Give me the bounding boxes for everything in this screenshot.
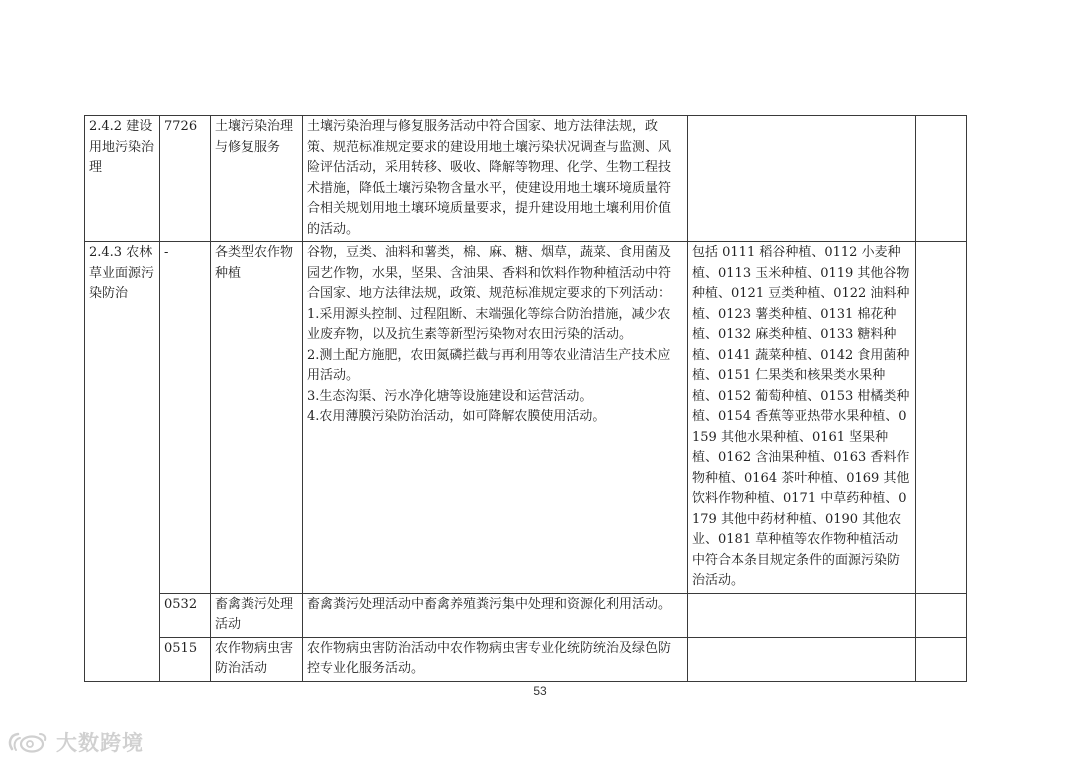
extra-cell bbox=[916, 116, 967, 242]
extra-cell bbox=[916, 242, 967, 594]
watermark bbox=[6, 727, 144, 757]
catalog-table bbox=[84, 115, 967, 682]
name-cell: 农作物病虫害防治活动 bbox=[211, 637, 303, 681]
name-cell: 各类型农作物种植 bbox=[211, 242, 303, 594]
extra-cell bbox=[916, 637, 967, 681]
note-cell bbox=[688, 637, 916, 681]
description-cell: 谷物，豆类、油料和薯类，棉、麻、糖、烟草，蔬菜、食用菌及园艺作物，水果，坚果、含油果、香料和饮料作物种植活动中符合国家、地方法律法规，政策、规范标准规定要求的下列活动： 1.采用源头控制、过程阻断、末端强化等综合防治措施，减少农业废弃物，以及抗生素等新型污染物对农田污染的活动。 2.测土配方施肥，农田氮磷拦截与再利用等农业清洁生产技术应用活动。 3.生态沟渠、污水净化塘等设施建设和运营活动。 4.农用薄膜污染防治活动，如可降解农膜使用活动。 bbox=[303, 242, 688, 594]
page-number: 53 bbox=[533, 684, 547, 698]
description-cell: 土壤污染治理与修复服务活动中符合国家、地方法律法规，政策、规范标准规定要求的建设用地土壤污染状况调查与监测、风险评估活动，采用转移、吸收、降解等物理、化学、生物工程技术措施，降低土壤污染物含量水平，使建设用地土壤环境质量符合相关规划用地土壤环境质量要求，提升建设用地土壤利用价值的活动。 bbox=[303, 116, 688, 242]
table-row bbox=[85, 242, 967, 594]
code-cell: - bbox=[160, 242, 211, 594]
code-cell: 0532 bbox=[160, 593, 211, 637]
note-cell bbox=[688, 593, 916, 637]
description-cell: 农作物病虫害防治活动中农作物病虫害专业化统防统治及绿色防控专业化服务活动。 bbox=[303, 637, 688, 681]
category-cell: 2.4.3 农林草业面源污染防治 bbox=[85, 242, 160, 682]
name-cell: 土壤污染治理与修复服务 bbox=[211, 116, 303, 242]
table-row bbox=[85, 637, 967, 681]
note-cell bbox=[688, 116, 916, 242]
description-cell: 畜禽粪污处理活动中畜禽养殖粪污集中处理和资源化利用活动。 bbox=[303, 593, 688, 637]
weibo-logo-icon bbox=[6, 729, 50, 755]
code-cell: 7726 bbox=[160, 116, 211, 242]
extra-cell bbox=[916, 593, 967, 637]
code-cell: 0515 bbox=[160, 637, 211, 681]
note-cell: 包括 0111 稻谷种植、0112 小麦种植、0113 玉米种植、0119 其他谷物种植、0121 豆类种植、0122 油料种植、0123 薯类种植、0131 棉花种植、0132 麻类种植、0133 糖料种植、0141 蔬菜种植、0142 食用菌种植、0151 仁果类和核果类水果种植、0152 葡萄种植、0153 柑橘类种植、0154 香蕉等亚热带水果种植、0159 其他水果种植、0161 坚果种植、0162 含油果种植、0163 香料作物种植、0164 茶叶种植、0169 其他饮料作物种植、0171 中草药种植、0179 其他中药材种植、0190 其他农业、0181 草种植等农作物种植活动中符合本条目规定条件的面源污染防治活动。 bbox=[688, 242, 916, 594]
watermark-text: 大数跨境 bbox=[56, 731, 144, 755]
category-cell: 2.4.2 建设用地污染治理 bbox=[85, 116, 160, 242]
table-row bbox=[85, 593, 967, 637]
table-row bbox=[85, 116, 967, 242]
name-cell: 畜禽粪污处理活动 bbox=[211, 593, 303, 637]
